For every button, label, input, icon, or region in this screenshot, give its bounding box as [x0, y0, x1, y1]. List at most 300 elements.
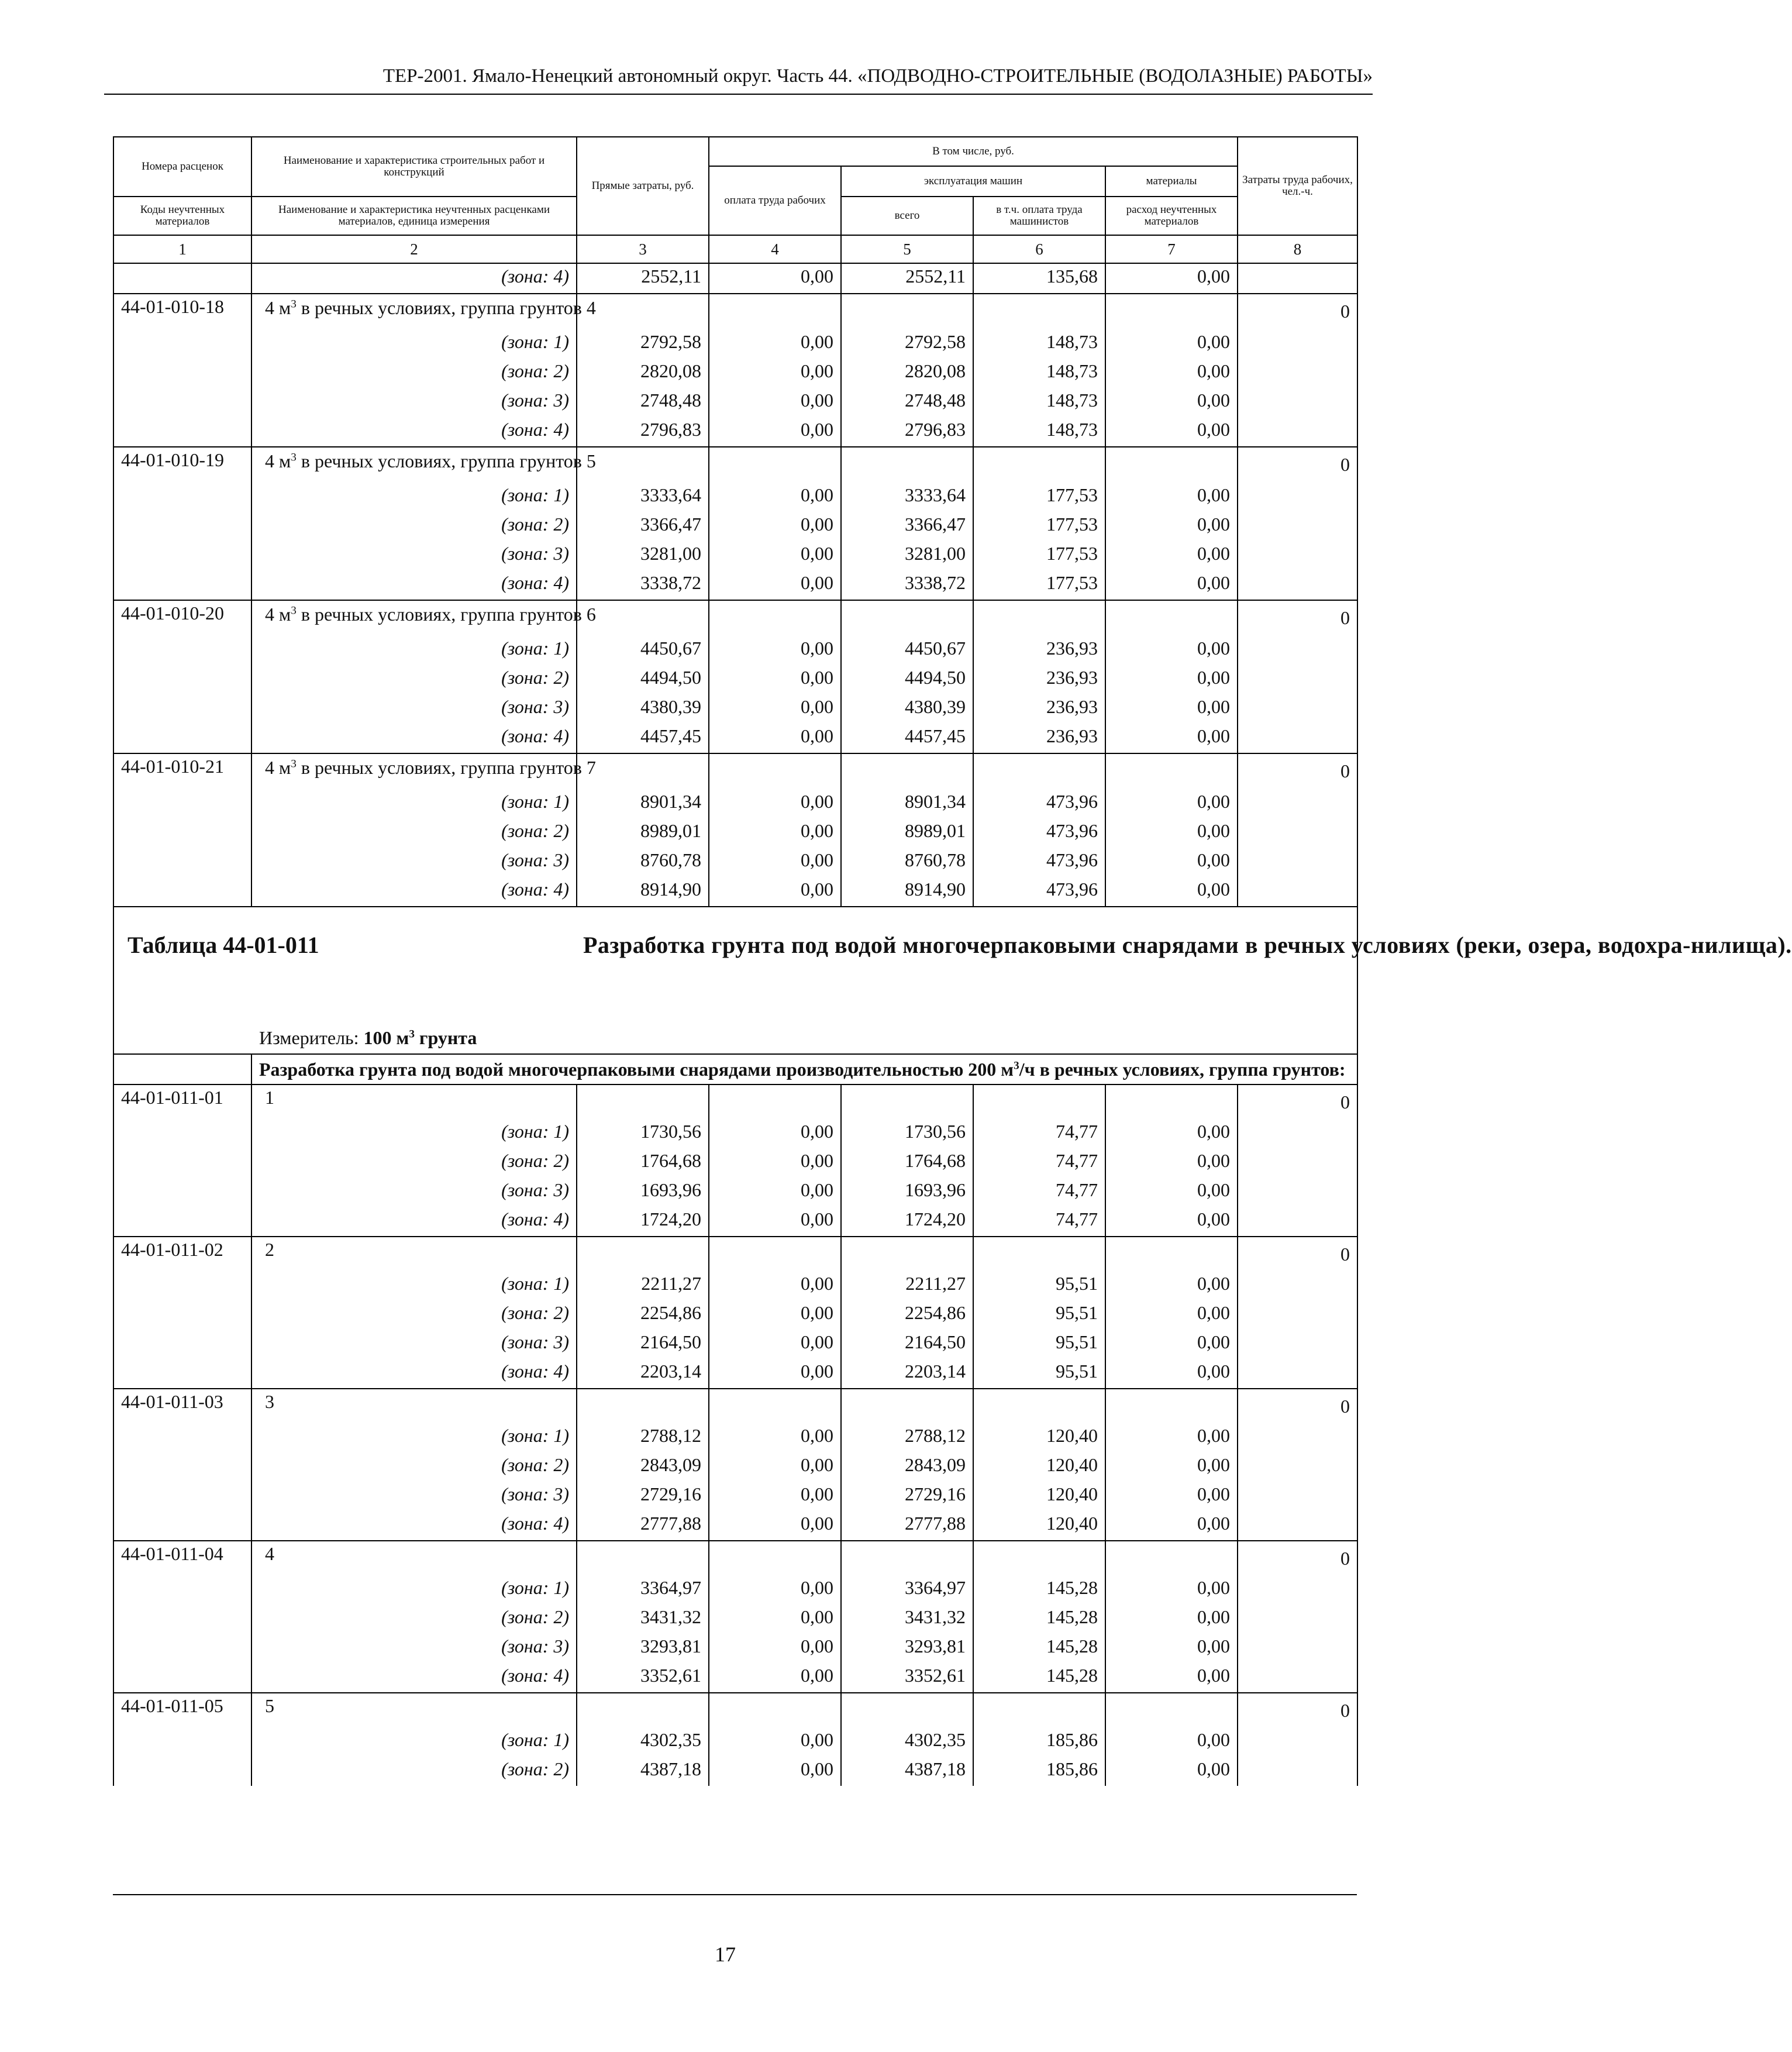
zone-row	[113, 1359, 1357, 1389]
direct-cost: 2796,83	[577, 417, 709, 447]
header-wages: оплата труда рабочих	[709, 166, 841, 235]
machines-wages-value: 120,40	[973, 1452, 1105, 1482]
machines-total-value: 2843,09	[841, 1452, 973, 1482]
wages-value: 0,00	[709, 1359, 841, 1389]
materials-value: 0,00	[1105, 1727, 1238, 1757]
zone-label: (зона: 3)	[251, 1330, 577, 1359]
rate-name: 1	[251, 1084, 577, 1119]
zone-row	[113, 388, 1357, 417]
direct-cost: 4457,45	[577, 724, 709, 753]
materials-value: 0,00	[1105, 694, 1238, 724]
zone-row	[113, 1300, 1357, 1330]
machines-wages-value: 177,53	[973, 512, 1105, 541]
bottom-rule	[113, 1894, 1357, 1896]
materials-value: 0,00	[1105, 417, 1238, 447]
machines-wages-value: 74,77	[973, 1207, 1105, 1237]
direct-cost: 4302,35	[577, 1727, 709, 1757]
rate-row	[113, 1237, 1357, 1271]
rate-name: 4 $м^3$ в речных условиях, группа грунтов 4	[251, 294, 577, 329]
rates-table	[113, 136, 1792, 1786]
direct-cost: 8989,01	[577, 818, 709, 848]
rate-row	[113, 600, 1357, 636]
machines-total-value: 4494,50	[841, 665, 973, 694]
machines-total-value: 2788,12	[841, 1423, 973, 1452]
header-labor: Затраты труда рабочих, чел.-ч.	[1238, 137, 1357, 235]
labor-value: 0	[1238, 1693, 1357, 1727]
materials-value: 0,00	[1105, 483, 1238, 512]
materials-value: 0,00	[1105, 1207, 1238, 1237]
zone-label: (зона: 2)	[251, 1757, 577, 1786]
rate-code: 44-01-011-03	[113, 1389, 251, 1423]
direct-cost: 3364,97	[577, 1575, 709, 1605]
zone-label: (зона: 2)	[251, 1300, 577, 1330]
rate-code: 44-01-011-04	[113, 1541, 251, 1575]
machines-total-value: 8914,90	[841, 877, 973, 907]
direct-cost: 2820,08	[577, 359, 709, 388]
zone-row	[113, 1330, 1357, 1359]
zone-label: (зона: 1)	[251, 1423, 577, 1452]
machines-wages-value: 148,73	[973, 388, 1105, 417]
materials-value: 0,00	[1105, 1148, 1238, 1178]
zone-label: (зона: 1)	[251, 1271, 577, 1300]
zone-label: (зона: 2)	[251, 818, 577, 848]
wages-value: 0,00	[709, 1663, 841, 1693]
zone-row	[113, 1634, 1357, 1663]
machines-total-value: 3333,64	[841, 483, 973, 512]
zone-label: (зона: 1)	[251, 636, 577, 665]
materials-value: 0,00	[1105, 636, 1238, 665]
header-machines-total: всего	[841, 197, 973, 235]
wages-value: 0,00	[709, 1207, 841, 1237]
zone-row	[113, 636, 1357, 665]
machines-wages-value: 177,53	[973, 541, 1105, 570]
direct-cost: 3366,47	[577, 512, 709, 541]
zone-row	[113, 570, 1357, 600]
zone-row	[113, 665, 1357, 694]
machines-total-value: 4450,67	[841, 636, 973, 665]
wages-value: 0,00	[709, 1605, 841, 1634]
zone-label: (зона: 2)	[251, 665, 577, 694]
rate-code: 44-01-011-02	[113, 1237, 251, 1271]
materials-value: 0,00	[1105, 541, 1238, 570]
machines-total-value: 2792,58	[841, 329, 973, 359]
labor-value: 0	[1238, 1237, 1357, 1271]
rate-row	[113, 1541, 1357, 1575]
machines-total-value: 2211,27	[841, 1271, 973, 1300]
column-number: 3	[577, 235, 709, 263]
machines-total-value: 2203,14	[841, 1359, 973, 1389]
column-number: 1	[113, 235, 251, 263]
materials-value: 0,00	[1105, 329, 1238, 359]
materials-value: 0,00	[1105, 1178, 1238, 1207]
machines-wages-value: 236,93	[973, 694, 1105, 724]
rate-code: 44-01-010-18	[113, 294, 251, 329]
zone-label: (зона: 4)	[251, 1511, 577, 1541]
wages-value: 0,00	[709, 1757, 841, 1786]
machines-total-value: 3293,81	[841, 1634, 973, 1663]
wages-value: 0,00	[709, 541, 841, 570]
materials-value: 0,00	[1105, 1452, 1238, 1482]
direct-cost: 3431,32	[577, 1605, 709, 1634]
machines-total-value: 3366,47	[841, 512, 973, 541]
zone-label: (зона: 2)	[251, 1605, 577, 1634]
materials-value: 0,00	[1105, 1300, 1238, 1330]
materials-value: 0,00	[1105, 359, 1238, 388]
machines-wages-value: 74,77	[973, 1119, 1105, 1148]
wages-value: 0,00	[709, 694, 841, 724]
zone-label: (зона: 2)	[251, 512, 577, 541]
materials-value: 0,00	[1105, 263, 1238, 294]
direct-cost: 2729,16	[577, 1482, 709, 1511]
materials-value: 0,00	[1105, 1511, 1238, 1541]
machines-wages-value: 185,86	[973, 1757, 1105, 1786]
rate-row	[113, 447, 1357, 483]
rate-row	[113, 1389, 1357, 1423]
wages-value: 0,00	[709, 1148, 841, 1178]
machines-total-value: 8760,78	[841, 848, 973, 877]
zone-row	[113, 1757, 1357, 1786]
wages-value: 0,00	[709, 1482, 841, 1511]
wages-value: 0,00	[709, 1727, 841, 1757]
machines-wages-value: 135,68	[973, 263, 1105, 294]
direct-cost: 2788,12	[577, 1423, 709, 1452]
machines-wages-value: 145,28	[973, 1634, 1105, 1663]
column-number: 2	[251, 235, 577, 263]
machines-total-value: 2796,83	[841, 417, 973, 447]
direct-cost: 4450,67	[577, 636, 709, 665]
zone-label: (зона: 2)	[251, 1148, 577, 1178]
wages-value: 0,00	[709, 512, 841, 541]
machines-wages-value: 120,40	[973, 1511, 1105, 1541]
materials-value: 0,00	[1105, 512, 1238, 541]
materials-value: 0,00	[1105, 1330, 1238, 1359]
direct-cost: 8901,34	[577, 789, 709, 818]
direct-cost: 3281,00	[577, 541, 709, 570]
labor-value: 0	[1238, 600, 1357, 636]
materials-value: 0,00	[1105, 818, 1238, 848]
zone-label: (зона: 1)	[251, 1575, 577, 1605]
machines-wages-value: 74,77	[973, 1148, 1105, 1178]
machines-wages-value: 473,96	[973, 877, 1105, 907]
machines-wages-value: 473,96	[973, 848, 1105, 877]
direct-cost: 3352,61	[577, 1663, 709, 1693]
labor-value: 0	[1238, 1084, 1357, 1119]
rate-name: 4 $м^3$ в речных условиях, группа грунтов 7	[251, 753, 577, 789]
materials-value: 0,00	[1105, 724, 1238, 753]
direct-cost: 2777,88	[577, 1511, 709, 1541]
direct-cost: 2748,48	[577, 388, 709, 417]
rate-code: 44-01-011-05	[113, 1693, 251, 1727]
machines-wages-value: 148,73	[973, 329, 1105, 359]
zone-row	[113, 483, 1357, 512]
rate-row	[113, 1693, 1357, 1727]
direct-cost: 2792,58	[577, 329, 709, 359]
machines-total-value: 1693,96	[841, 1178, 973, 1207]
zone-row	[113, 1575, 1357, 1605]
zone-label: (зона: 1)	[251, 1727, 577, 1757]
machines-total-value: 3281,00	[841, 541, 973, 570]
zone-row	[113, 512, 1357, 541]
wages-value: 0,00	[709, 417, 841, 447]
direct-cost: 2254,86	[577, 1300, 709, 1330]
machines-total-value: 3431,32	[841, 1605, 973, 1634]
rate-name: 5	[251, 1693, 577, 1727]
rate-row	[113, 294, 1357, 329]
direct-cost: 2843,09	[577, 1452, 709, 1482]
zone-row	[113, 1423, 1357, 1452]
direct-cost: 1764,68	[577, 1148, 709, 1178]
header-codes: Коды неучтенных материалов	[113, 197, 251, 235]
zone-row	[113, 1178, 1357, 1207]
wages-value: 0,00	[709, 848, 841, 877]
machines-total-value: 4380,39	[841, 694, 973, 724]
rate-name: 3	[251, 1389, 577, 1423]
zone-label: (зона: 3)	[251, 1634, 577, 1663]
materials-value: 0,00	[1105, 877, 1238, 907]
machines-total-value: 2254,86	[841, 1300, 973, 1330]
wages-value: 0,00	[709, 388, 841, 417]
machines-total-value: 3338,72	[841, 570, 973, 600]
zone-label: (зона: 4)	[251, 570, 577, 600]
machines-total-value: 3364,97	[841, 1575, 973, 1605]
machines-total-value: 4387,18	[841, 1757, 973, 1786]
rate-row	[113, 1084, 1357, 1119]
zone-label: (зона: 4)	[251, 724, 577, 753]
zone-row	[113, 329, 1357, 359]
direct-cost: 3338,72	[577, 570, 709, 600]
zone-row	[113, 848, 1357, 877]
machines-total-value: 1724,20	[841, 1207, 973, 1237]
zone-row	[113, 724, 1357, 753]
machines-wages-value: 74,77	[973, 1178, 1105, 1207]
direct-cost: 4387,18	[577, 1757, 709, 1786]
direct-cost: 8760,78	[577, 848, 709, 877]
materials-value: 0,00	[1105, 1423, 1238, 1452]
zone-row	[113, 1119, 1357, 1148]
rate-code: 44-01-010-20	[113, 600, 251, 636]
zone-label: (зона: 1)	[251, 1119, 577, 1148]
direct-cost: 1724,20	[577, 1207, 709, 1237]
zone-row	[113, 1663, 1357, 1693]
machines-wages-value: 145,28	[973, 1663, 1105, 1693]
materials-value: 0,00	[1105, 789, 1238, 818]
running-header: ТЕР-2001. Ямало-Ненецкий автономный округ. Часть 44. «ПОДВОДНО-СТРОИТЕЛЬНЫЕ (ВОДОЛАЗНЫЕ) РАБОТЫ»	[104, 66, 1373, 95]
machines-total-value: 4457,45	[841, 724, 973, 753]
header-machines: эксплуатация машин	[841, 166, 1105, 197]
machines-wages-value: 236,93	[973, 724, 1105, 753]
zone-label: (зона: 3)	[251, 848, 577, 877]
wages-value: 0,00	[709, 818, 841, 848]
zone-label: (зона: 3)	[251, 388, 577, 417]
header-name: Наименование и характеристика строительных работ и конструкций	[251, 137, 577, 197]
wages-value: 0,00	[709, 483, 841, 512]
column-numbers-row	[113, 235, 1357, 263]
machines-wages-value: 473,96	[973, 789, 1105, 818]
zone-row	[113, 1482, 1357, 1511]
machines-wages-value: 473,96	[973, 818, 1105, 848]
zone-label: (зона: 4)	[251, 417, 577, 447]
direct-cost: 1693,96	[577, 1178, 709, 1207]
zone-label: (зона: 4)	[251, 1207, 577, 1237]
direct-cost: 4380,39	[577, 694, 709, 724]
wages-value: 0,00	[709, 877, 841, 907]
materials-value: 0,00	[1105, 1757, 1238, 1786]
zone-row	[113, 1511, 1357, 1541]
wages-value: 0,00	[709, 665, 841, 694]
materials-value: 0,00	[1105, 1634, 1238, 1663]
zone-row	[113, 877, 1357, 907]
column-number: 4	[709, 235, 841, 263]
header-direct-costs: Прямые затраты, руб.	[577, 137, 709, 235]
wages-value: 0,00	[709, 789, 841, 818]
machines-total-value: 2777,88	[841, 1511, 973, 1541]
wages-value: 0,00	[709, 1119, 841, 1148]
zone-label: (зона: 3)	[251, 694, 577, 724]
machines-wages-value: 120,40	[973, 1423, 1105, 1452]
machines-total-value: 2820,08	[841, 359, 973, 388]
labor-value: 0	[1238, 447, 1357, 483]
labor-value: 0	[1238, 1541, 1357, 1575]
header-codes-name: Наименование и характеристика неучтенных расценками материалов, единица измерения	[251, 197, 577, 235]
rates-part-2	[113, 1084, 1357, 1786]
zone-label: (зона: 2)	[251, 359, 577, 388]
materials-value: 0,00	[1105, 570, 1238, 600]
machines-wages-value: 145,28	[973, 1605, 1105, 1634]
zone-row	[113, 818, 1357, 848]
zone-row	[113, 1207, 1357, 1237]
header-materials: материалы	[1105, 166, 1238, 197]
materials-value: 0,00	[1105, 388, 1238, 417]
machines-total-value: 8901,34	[841, 789, 973, 818]
wages-value: 0,00	[709, 1511, 841, 1541]
machines-total-value: 4302,35	[841, 1727, 973, 1757]
wages-value: 0,00	[709, 359, 841, 388]
table-header	[113, 137, 1357, 263]
machines-wages-value: 95,51	[973, 1359, 1105, 1389]
rate-name: 4 $м^3$ в речных условиях, группа грунтов 5	[251, 447, 577, 483]
header-including: В том числе, руб.	[709, 137, 1238, 166]
wages-value: 0,00	[709, 1271, 841, 1300]
zone-label: (зона: 3)	[251, 1178, 577, 1207]
direct-cost: 3333,64	[577, 483, 709, 512]
machines-total-value: 1764,68	[841, 1148, 973, 1178]
rate-code: 44-01-010-21	[113, 753, 251, 789]
wages-value: 0,00	[709, 1300, 841, 1330]
rate-name: 4	[251, 1541, 577, 1575]
materials-value: 0,00	[1105, 1119, 1238, 1148]
machines-wages-value: 177,53	[973, 483, 1105, 512]
zone-row	[113, 1605, 1357, 1634]
zone-row	[113, 359, 1357, 388]
materials-value: 0,00	[1105, 848, 1238, 877]
machines-wages-value: 95,51	[973, 1300, 1105, 1330]
labor-value: 0	[1238, 1389, 1357, 1423]
machines-total-value: 2552,11	[841, 263, 973, 294]
machines-total-value: 2164,50	[841, 1330, 973, 1359]
machines-wages-value: 236,93	[973, 665, 1105, 694]
column-number: 6	[973, 235, 1105, 263]
zone-row	[113, 1148, 1357, 1178]
wages-value: 0,00	[709, 1330, 841, 1359]
zone-row	[113, 1727, 1357, 1757]
rates-part-1	[113, 263, 1357, 907]
materials-value: 0,00	[1105, 1482, 1238, 1511]
measure-unit: Измеритель: 100 $м^3$ грунта	[259, 1027, 477, 1048]
wages-value: 0,00	[709, 570, 841, 600]
column-number: 7	[1105, 235, 1238, 263]
rate-code: 44-01-011-01	[113, 1084, 251, 1119]
machines-wages-value: 120,40	[973, 1482, 1105, 1511]
materials-value: 0,00	[1105, 1575, 1238, 1605]
materials-value: 0,00	[1105, 1271, 1238, 1300]
zone-label: (зона: 3)	[251, 1482, 577, 1511]
table-label: Таблица 44-01-011	[127, 932, 319, 958]
machines-total-value: 2748,48	[841, 388, 973, 417]
table-description: Разработка грунта под водой многочерпаковыми снарядами в речных условиях (реки, озера, водохра-нилища).	[583, 932, 1792, 958]
zone-label: (зона: 4)	[251, 877, 577, 907]
section-heading	[113, 1054, 1357, 1084]
zone-row	[113, 1271, 1357, 1300]
zone-label: (зона: 4)	[251, 263, 577, 294]
zone-label: (зона: 2)	[251, 1452, 577, 1482]
direct-cost: 2164,50	[577, 1330, 709, 1359]
zone-label: (зона: 1)	[251, 329, 577, 359]
zone-row	[113, 1452, 1357, 1482]
labor-value: 0	[1238, 753, 1357, 789]
rate-name: 2	[251, 1237, 577, 1271]
zone-label: (зона: 3)	[251, 541, 577, 570]
machines-wages-value: 148,73	[973, 417, 1105, 447]
zone-row	[113, 263, 1357, 294]
zone-row	[113, 694, 1357, 724]
direct-cost: 2211,27	[577, 1271, 709, 1300]
header-machines-wages: в т.ч. оплата труда машинистов	[973, 197, 1105, 235]
wages-value: 0,00	[709, 1452, 841, 1482]
section-heading-text: Разработка грунта под водой многочерпаковыми снарядами производительностью 200 $м^3/ч$ в речных условиях, группа грунтов:	[259, 1059, 1346, 1080]
labor-value: 0	[1238, 294, 1357, 329]
materials-value: 0,00	[1105, 1663, 1238, 1693]
machines-wages-value: 145,28	[973, 1575, 1105, 1605]
rate-row	[113, 753, 1357, 789]
rate-name: 4 $м^3$ в речных условиях, группа грунтов 6	[251, 600, 577, 636]
materials-value: 0,00	[1105, 1605, 1238, 1634]
machines-total-value: 3352,61	[841, 1663, 973, 1693]
wages-value: 0,00	[709, 329, 841, 359]
direct-cost: 4494,50	[577, 665, 709, 694]
page-number: 17	[715, 1943, 736, 1966]
table-title-block	[113, 907, 1792, 1084]
wages-value: 0,00	[709, 1423, 841, 1452]
machines-wages-value: 177,53	[973, 570, 1105, 600]
column-number: 8	[1238, 235, 1357, 263]
wages-value: 0,00	[709, 1634, 841, 1663]
wages-value: 0,00	[709, 1178, 841, 1207]
zone-label: (зона: 4)	[251, 1663, 577, 1693]
header-numbers: Номера расценок	[113, 137, 251, 197]
machines-wages-value: 185,86	[973, 1727, 1105, 1757]
materials-value: 0,00	[1105, 1359, 1238, 1389]
machines-wages-value: 148,73	[973, 359, 1105, 388]
header-materials-unaccounted: расход неучтенных материалов	[1105, 197, 1238, 235]
wages-value: 0,00	[709, 724, 841, 753]
direct-cost: 2203,14	[577, 1359, 709, 1389]
wages-value: 0,00	[709, 1575, 841, 1605]
zone-row	[113, 417, 1357, 447]
zone-label: (зона: 1)	[251, 483, 577, 512]
column-number: 5	[841, 235, 973, 263]
direct-cost: 3293,81	[577, 1634, 709, 1663]
direct-cost: 8914,90	[577, 877, 709, 907]
